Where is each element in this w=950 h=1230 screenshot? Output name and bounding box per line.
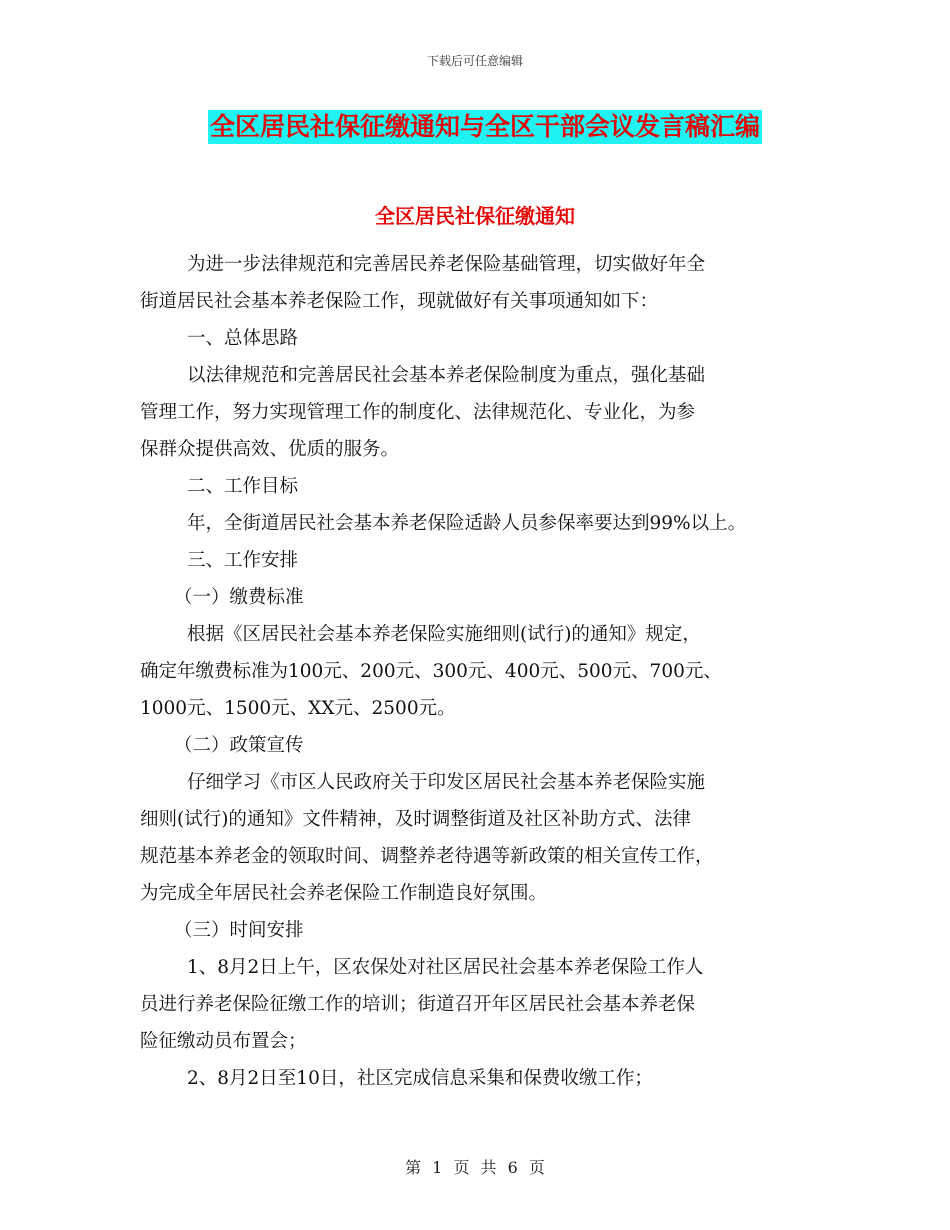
paragraph-line: 以法律规范和完善居民社会基本养老保险制度为重点，强化基础 xyxy=(187,365,706,386)
section-heading: 一、总体思路 xyxy=(187,328,299,349)
subsection-heading: （三）时间安排 xyxy=(174,920,304,941)
section-heading: 三、工作安排 xyxy=(187,550,299,571)
sub-title: 全区居民社保征缴通知 xyxy=(375,204,575,228)
paragraph-line: 保群众提供高效、优质的服务。 xyxy=(140,439,400,460)
paragraph-line: 细则(试行)的通知》文件精神，及时调整街道及社区补助方式、法律 xyxy=(140,809,691,830)
main-title-wrap xyxy=(208,110,762,146)
paragraph-line: 根据《区居民社会基本养老保险实施细则(试行)的通知》规定， xyxy=(187,624,701,645)
page-footer: 第 1 页 共 6 页 xyxy=(405,1158,545,1177)
paragraph-line: 员进行养老保险征缴工作的培训；街道召开年区居民社会基本养老保 xyxy=(140,994,696,1015)
paragraph-line: 1、8月2日上午，区农保处对社区居民社会基本养老保险工作人 xyxy=(187,957,704,978)
subsection-heading: （二）政策宣传 xyxy=(174,735,304,756)
paragraph-line: 2、8月2日至10日，社区完成信息采集和保费收缴工作； xyxy=(187,1068,653,1089)
paragraph-line: 管理工作，努力实现管理工作的制度化、法律规范化、专业化，为参 xyxy=(140,402,696,423)
paragraph-line: 为进一步法律规范和完善居民养老保险基础管理，切实做好年全 xyxy=(187,254,706,275)
paragraph-line: 街道居民社会基本养老保险工作，现就做好有关事项通知如下： xyxy=(140,291,659,312)
paragraph-line: 年，全街道居民社会基本养老保险适龄人员参保率要达到99%以上。 xyxy=(187,513,747,534)
paragraph-line: 为完成全年居民社会养老保险工作制造良好氛围。 xyxy=(140,883,548,904)
paragraph-line: 险征缴动员布置会； xyxy=(140,1031,307,1052)
body-text xyxy=(140,246,830,1097)
section-heading: 二、工作目标 xyxy=(187,476,299,497)
paragraph-line: 仔细学习《市区人民政府关于印发区居民社会基本养老保险实施 xyxy=(187,772,706,793)
header-note: 下载后可任意编辑 xyxy=(426,54,523,68)
paragraph-line: 1000元、1500元、XX元、2500元。 xyxy=(140,698,456,719)
subsection-heading: （一）缴费标准 xyxy=(174,587,304,608)
main-title: 全区居民社保征缴通知与全区干部会议发言稿汇编 xyxy=(208,110,762,144)
paragraph-line: 确定年缴费标准为100元、200元、300元、400元、500元、700元、 xyxy=(140,661,722,682)
paragraph-line: 规范基本养老金的领取时间、调整养老待遇等新政策的相关宣传工作， xyxy=(140,846,714,867)
